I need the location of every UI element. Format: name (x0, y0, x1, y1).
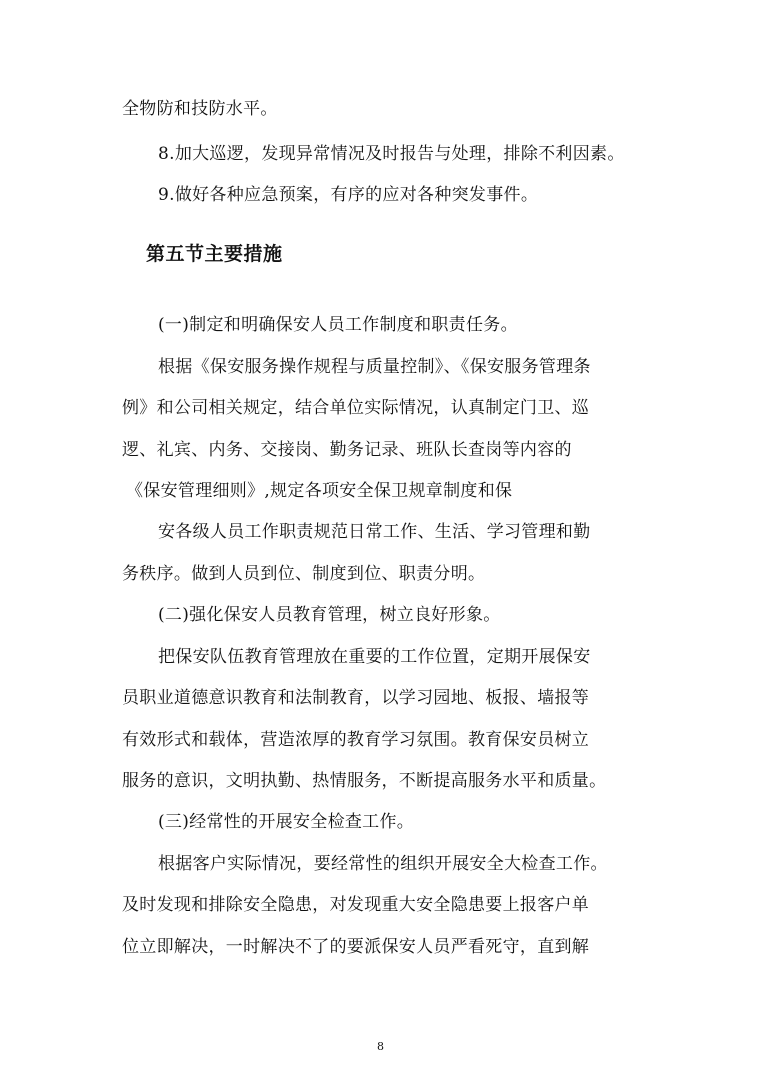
paragraph-line: 逻、礼宾、内务、交接岗、勤务记录、班队长查岗等内容的 (122, 440, 572, 460)
paragraph-line: 例》和公司相关规定，结合单位实际情况，认真制定门卫、巡 (122, 398, 590, 418)
paragraph-line: 员职业道德意识教育和法制教育，以学习园地、板报、墙报等 (122, 688, 590, 708)
page-number: 8 (377, 1040, 384, 1053)
paragraph-line: 8.加大巡逻，发现异常情况及时报告与处理，排除不利因素。 (158, 144, 625, 164)
section-heading: 第五节主要措施 (146, 243, 283, 265)
paragraph-line: 根据《保安服务操作规程与质量控制》、《保安服务管理条 (158, 357, 591, 377)
paragraph-line: 把保安队伍教育管理放在重要的工作位置，定期开展保安 (158, 647, 591, 667)
paragraph-line: 有效形式和载体，营造浓厚的教育学习氛围。教育保安员树立 (122, 730, 590, 750)
paragraph-line: 安各级人员工作职责规范日常工作、生活、学习管理和勤 (158, 522, 591, 542)
paragraph-line: 及时发现和排除安全隐患，对发现重大安全隐患要上报客户单 (122, 895, 590, 915)
subsection-heading: (一)制定和明确保安人员工作制度和职责任务。 (158, 315, 518, 335)
paragraph-line: 服务的意识，文明执勤、热情服务，不断提高服务水平和质量。 (122, 771, 607, 791)
subsection-heading: (二)强化保安人员教育管理，树立良好形象。 (158, 605, 501, 625)
paragraph-line: 9.做好各种应急预案，有序的应对各种突发事件。 (158, 185, 539, 205)
paragraph-line: 位立即解决，一时解决不了的要派保安人员严看死守，直到解 (122, 937, 590, 957)
paragraph-line: 根据客户实际情况，要经常性的组织开展安全大检查工作。 (158, 854, 608, 874)
paragraph-line: 《保安管理细则》,规定各项安全保卫规章制度和保 (126, 481, 513, 501)
paragraph-line: 全物防和技防水平。 (122, 99, 278, 119)
subsection-heading: (三)经常性的开展安全检查工作。 (158, 812, 415, 832)
paragraph-line: 务秩序。做到人员到位、制度到位、职责分明。 (122, 564, 486, 584)
